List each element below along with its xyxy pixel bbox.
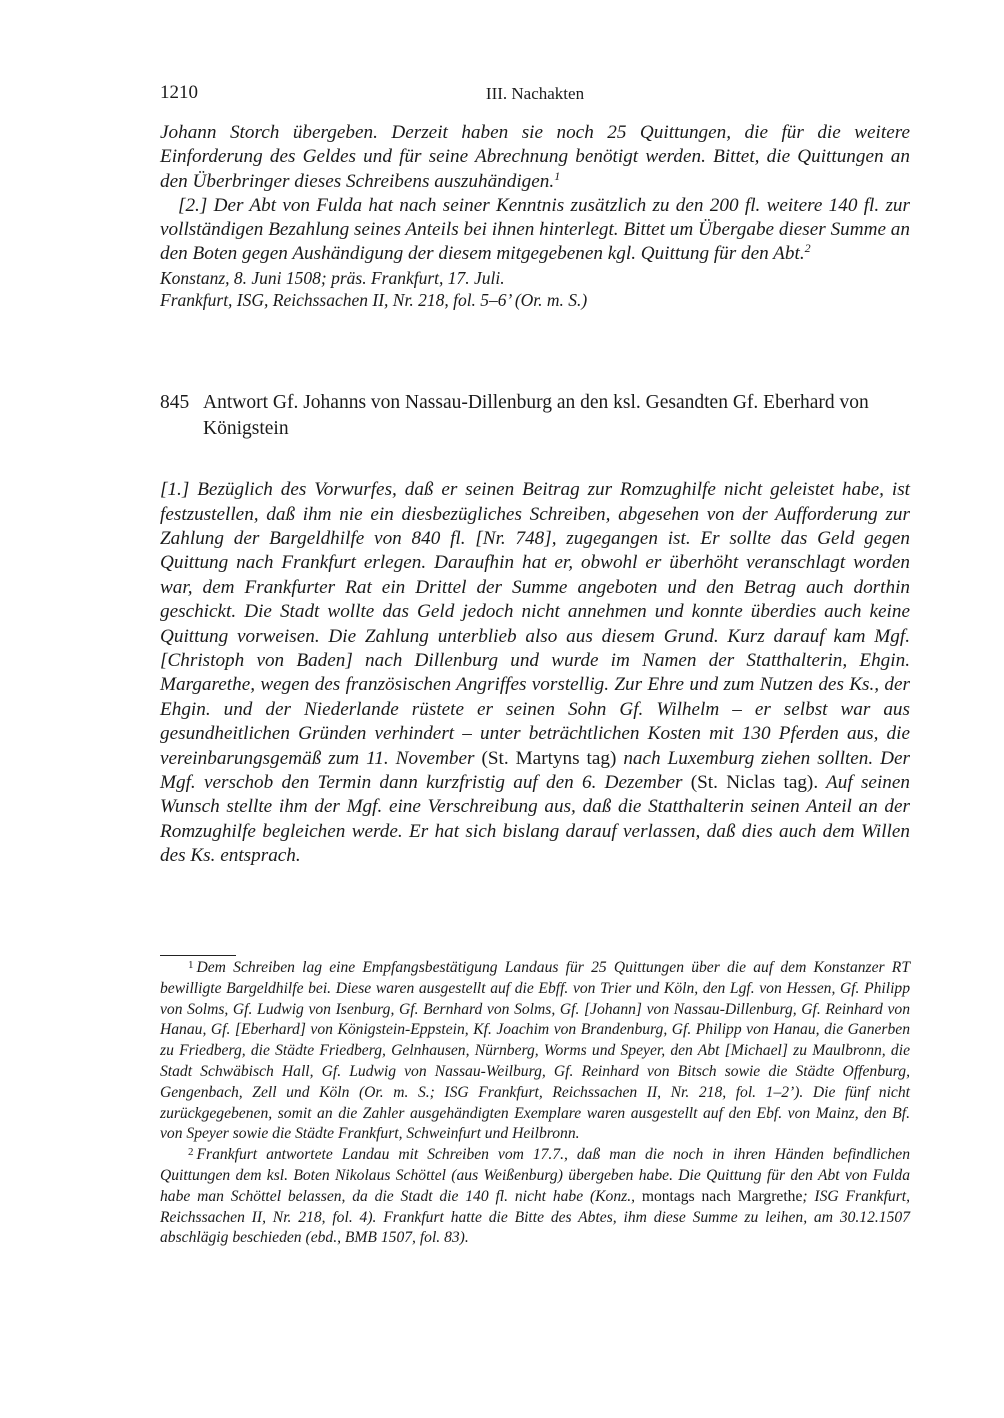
paragraph-2: [2.] Der Abt von Fulda hat nach seiner Kenntnis zusätzlich zu den 200 fl. weitere 140 fl. zur vollständigen Bezahlung seines Anteils bei ihnen hinterlegt. Bittet um Übergabe dieser Summe an den Boten gegen Aushändigung der diesem mitgegebenen kgl. Quittung für den Abt.$^2$ <box>160 194 910 265</box>
footnote-mark: 1 <box>188 959 194 971</box>
dating-line: Konstanz, 8. Juni 1508; präs. Frankfurt, 17. Juli. <box>160 267 505 288</box>
dating-block <box>160 267 910 312</box>
document-title: Antwort Gf. Johanns von Nassau-Dillenburg an den ksl. Gesandten Gf. Eberhard von Königstein <box>203 392 869 439</box>
paragraph-continuation: Johann Storch übergeben. Derzeit haben sie noch 25 Quittungen, die für die weitere Einforderung des Geldes und für seine Abrechnung benötigt werden. Bittet, die Quittungen an den Überbringer dieses Schreibens auszuhändigen.$^1$ <box>160 122 910 192</box>
footnote-mark: 2 <box>188 1146 194 1159</box>
document-number: 845 <box>160 392 190 413</box>
page-number: 1210 <box>160 82 198 103</box>
footnotes <box>160 958 910 1249</box>
footnote-divider <box>160 955 236 956</box>
document-paragraph-1: [1.] Bezüglich des Vorwurfes, daß er seinen Beitrag zur Romzughilfe nicht geleistet habe, ist festzustellen, daß ihm nie ein diesbezügliches Schreiben, abgesehen von der Aufforderung zur Zahlung der Bargeldhilfe von 840 fl. [Nr. 748], zugegangen ist. Er sollte das Geld gegen Quittung nach Frankfurt erlegen. Daraufhin hat er, obwohl er überhöht veranschlagt worden war, dem Frankfurter Rat ein Drittel der Summe angeboten und den Betrag auch dorthin geschickt. Die Stadt wollte das Geld jedoch nicht annehmen und konnte überdies auch keine Quittung vorweisen. Die Zahlung unterblieb also aus diesem Grund. Kurz darauf kam Mgf. [Christoph von Baden] nach Dillenburg und wurde im Namen der Statthalterin, Ehgin. Margarethe, wegen des französischen Angriffes vorstellig. Zur Ehre und zum Nutzen des Ks., der Ehgin. und der Niederlande rüstete er seinen Sohn Gf. Wilhelm – er selbst war aus gesundheitlichen Gründen verhindert – unter beträchtlichen Kosten mit 130 Pferden aus, die vereinbarungsgemäß zum 11. November (St. Martyns tag) nach Luxemburg ziehen sollten. Der Mgf. verschob den Termin dann kurzfristig auf den 6. Dezember (St. Niclas tag). Auf seinen Wunsch stellte ihm der Mgf. eine Verschreibung aus, daß die Statthalterin seinen Anteil an der Romzughilfe begleichen werde. Er hat sich bislang darauf verlassen, daß dies auch dem Willen des Ks. entsprach. <box>160 479 910 867</box>
continuation-text <box>160 121 910 312</box>
footnote-ref-1[interactable]: 1 <box>554 168 561 183</box>
section-title: III. Nachakten <box>485 84 585 103</box>
document-body <box>160 459 910 888</box>
footnote-1: $^1$ Dem Schreiben lag eine Empfangsbestätigung Landaus für 25 Quittungen über die auf dem Konstanzer RT bewilligte Bargeldhilfe bei. Diese waren ausgestellt auf die Ebff. von Trier und Köln, den Lgf. von Hessen, Gf. Philipp von Solms, Gf. Ludwig von Isenburg, Gf. Bernhard von Solms, Gf. [Johann] von Nassau-Dillenburg, Gf. Reinhard von Hanau, Gf. [Eberhard] von Königstein-Eppstein, Kf. Joachim von Brandenburg, Gf. Philipp von Hanau, die Ganerben zu Friedberg, die Städte Friedberg, Gelnhausen, Nürnberg, Worms und Speyer, den Abt [Michael] zu Maulbronn, die Stadt Schwäbisch Hall, Gf. Ludwig von Nassau-Weilburg, Gf. Reinhard von Bitsch sowie die Städte Offenburg, Gengenbach, Zell und Köln (Or. m. S.; ISG Frankfurt, Reichssachen II, Nr. 218, fol. 1–2’). Die fünf nicht zurückgegebenen, somit an die Zahler ausgehändigten Exemplare waren ausgestellt auf den Ebf. von Mainz, den Bf. von Speyer sowie die Städte Frankfurt, Schweinfurt und Heilbronn. <box>160 959 910 1143</box>
footnote-2: $^2$ Frankfurt antwortete Landau mit Schreiben vom 17.7., daß man die noch in ihren Händen befindlichen Quittungen dem ksl. Boten Nikolaus Schöttel (aus Weißenburg) übergeben habe. Die Quittung für den Abt von Fulda habe man Schöttel belassen, da die Stadt die 140 fl. nicht habe (Konz., montags nach Margrethe; ISG Frankfurt, Reichssachen II, Nr. 218, fol. 4). Frankfurt hatte die Bitte des Abtes, ihm diese Summe zu leihen, am 30.12.1507 abschlägig beschieden (ebd., BMB 1507, fol. 83). <box>160 1146 911 1247</box>
footnote-ref-2[interactable]: 2 <box>804 241 811 256</box>
source-line: Frankfurt, ISG, Reichssachen II, Nr. 218, fol. 5–6’ (Or. m. S.) <box>160 290 588 311</box>
running-head <box>160 82 910 106</box>
document-heading <box>160 390 910 441</box>
